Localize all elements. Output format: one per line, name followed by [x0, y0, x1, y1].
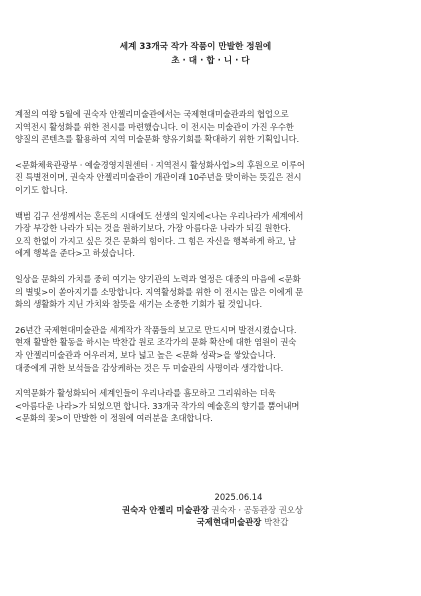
paragraph-line: 양질의 콘텐츠를 활용하여 지역 미술문화 향유기회를 확대하기 위한 기획입니다. [15, 134, 300, 145]
paragraph-line: 이기도 합니다. [15, 184, 68, 195]
paragraph-5 [15, 324, 409, 374]
paragraph-line: 일상을 문화의 가치를 중히 여기는 양기관의 노력과 열정은 대중의 마음에 <문화 [15, 273, 301, 284]
museum2-person: 박찬갑 [264, 517, 289, 527]
title-line-2: 초 · 대 · 합 · 니 · 다 [171, 56, 250, 66]
museum1-name: 권숙자 안젤리 미술관장 [122, 504, 209, 515]
signature-line-2 [32, 516, 421, 529]
paragraph-line: 진 특별전이며, 권숙자 안젤리미술관이 개관이래 10주년을 맞이하는 뜻깊은 전시 [15, 172, 302, 183]
paragraph-3 [15, 210, 409, 260]
paragraph-line: <문화체육관광부 · 예술경영지원센터 · 지역전시 활성화사업>의 후원으로 이루어 [15, 159, 305, 170]
paragraph-line: 지역전시 활성화를 위한 전시를 마련했습니다. 이 전시는 미술관이 가진 우수한 [15, 121, 294, 132]
museum1-persons: 권숙자 · 공동관장 권오상 [211, 504, 303, 515]
title-line-1: 세계 33개국 작가 작품이 만발한 정원에 [119, 42, 272, 52]
paragraph-line: 대중에게 귀한 보석들을 감상케하는 것은 두 미술관의 사명이라 생각합니다. [15, 362, 284, 373]
paragraph-line: 백범 김구 선생께서는 혼돈의 시대에도 선생의 일지에<나는 우리나라가 세계에서 [15, 210, 304, 221]
paragraph-line: 오직 한없이 가지고 싶은 것은 문화의 힘이다. 그 힘은 자신을 행복하게 하고, 남 [15, 235, 296, 246]
paragraph-line: 26년간 국제현대미술관을 세계작가 작품들의 보고로 만드시며 발전시켰습니다. [15, 324, 297, 335]
paragraph-6 [15, 387, 409, 425]
paragraph-4 [15, 273, 409, 311]
signature-line-1 [2, 504, 421, 517]
paragraph-line: 에게 행복을 준다>고 하셨습니다. [15, 248, 135, 259]
signature-date: 2025.06.14 [214, 492, 263, 502]
paragraph-line: 현재 활발한 활동을 하시는 박찬갑 원로 조각가의 문화 확산에 대한 염원이 권숙 [15, 337, 297, 348]
paragraph-line: 가장 부강한 나라가 되는 것을 원하기보다, 가장 아름다운 나라가 되길 원한다. [15, 223, 291, 234]
title-block [0, 40, 421, 68]
paragraph-2 [15, 159, 409, 197]
paragraph-1 [15, 108, 409, 146]
paragraph-line: 화의 생활화가 지닌 가치와 참뜻을 새기는 소중한 기회가 될 것입니다. [15, 299, 262, 310]
paragraph-line: 계절의 여왕 5월에 권숙자 안젤리미술관에서는 국제현대미술관과의 협업으로 [15, 109, 289, 119]
paragraph-line: 지역문화가 활성화되어 세계인들이 우리나라를 흠모하고 그리워하는 더욱 [15, 388, 276, 399]
signature-block [0, 491, 421, 529]
paragraph-line: 의 별빛>이 쏟아지기를 소망합니다. 지역활성화를 위한 이 전시는 많은 이에게 문 [15, 286, 304, 297]
paragraph-line: <아름다운 나라>가 되었으면 합니다. 33개국 작가의 예술혼의 향기를 뿜어내며 [15, 400, 300, 411]
paragraph-line: <문화의 꽃>이 만발한 이 정원에 여러분을 초대합니다. [15, 413, 213, 424]
letter-body [15, 108, 409, 438]
museum2-name: 국제현대미술관장 [196, 517, 262, 527]
paragraph-line: 자 안젤리미술관과 어우러져, 보다 넓고 높은 <문화 성곽>을 쌓았습니다. [15, 349, 276, 360]
